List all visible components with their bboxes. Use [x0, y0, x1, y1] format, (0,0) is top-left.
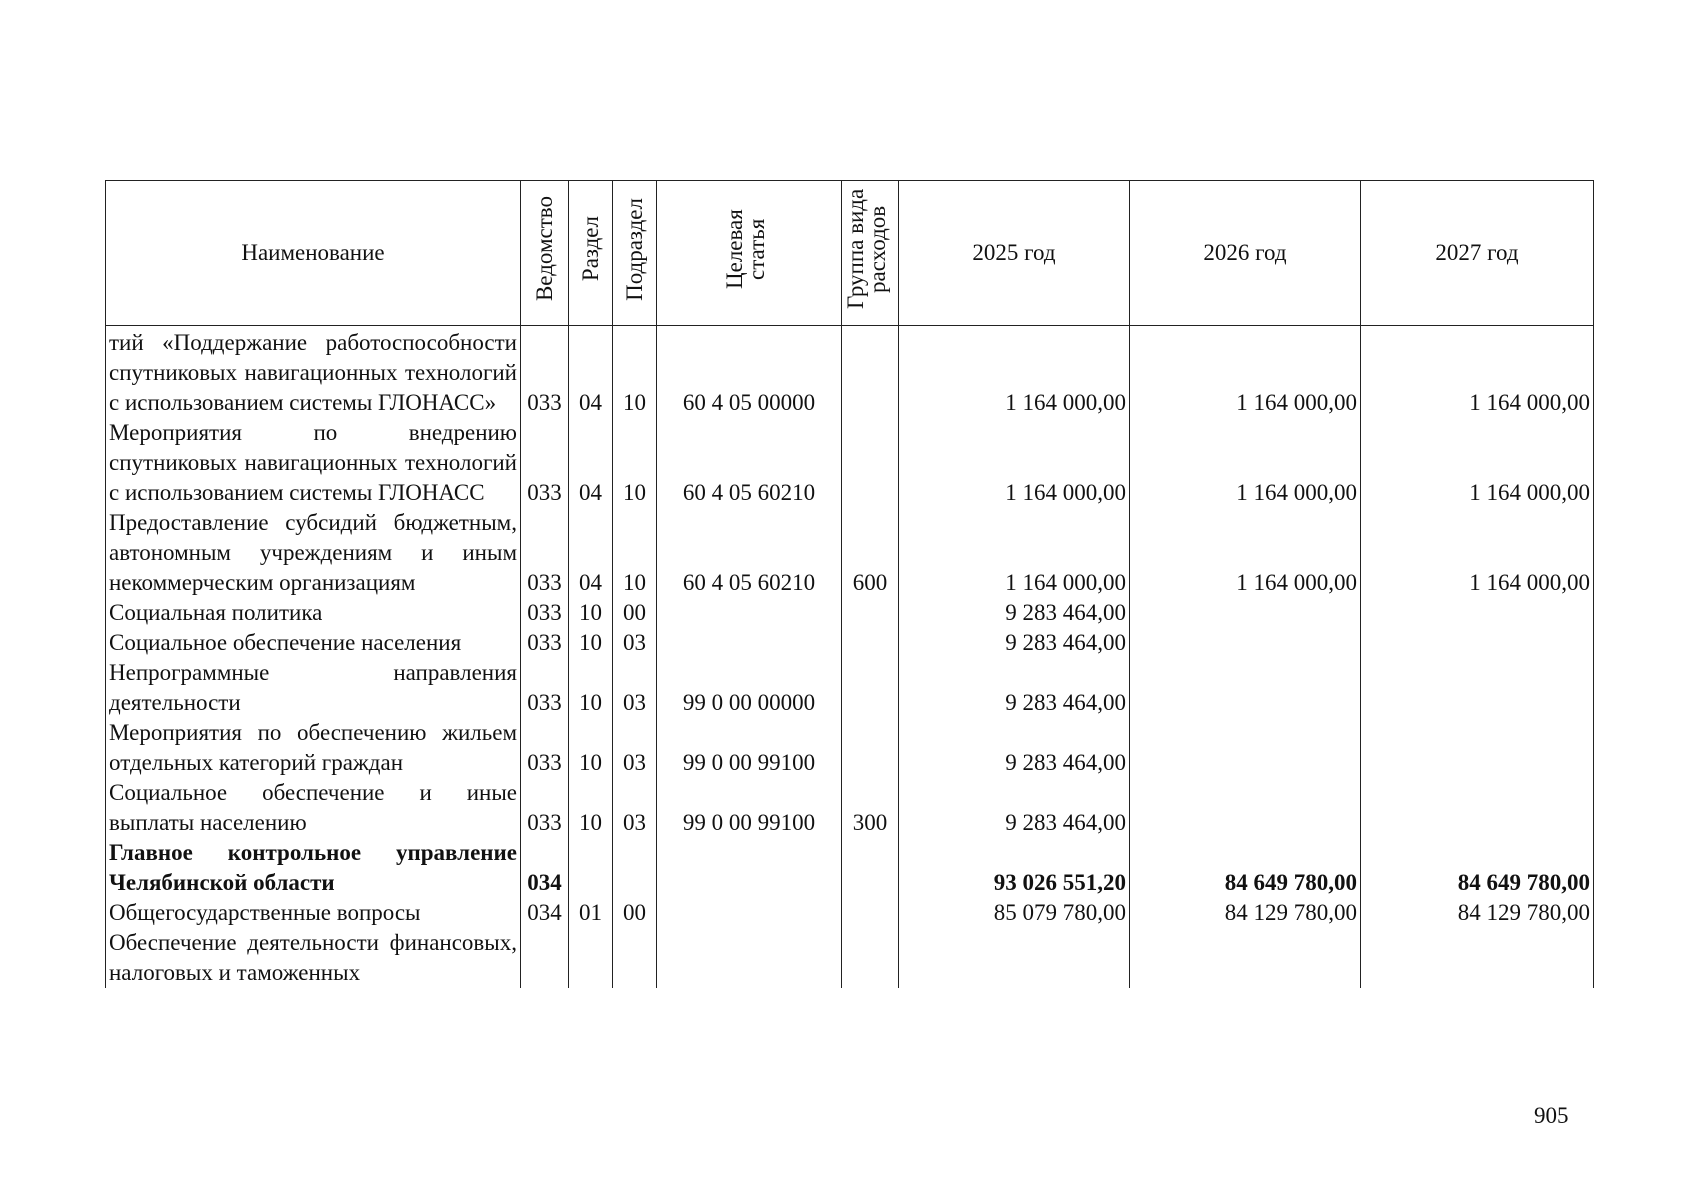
cell-2027: 1 164 000,00 [1361, 508, 1594, 598]
cell-2025: 1 164 000,00 [899, 508, 1130, 598]
cell-subsection: 03 [613, 658, 657, 718]
cell-name: Главное контрольное управление Челябинской области [106, 838, 521, 898]
cell-2027: 1 164 000,00 [1361, 418, 1594, 508]
cell-section: 04 [569, 326, 613, 419]
cell-expense-group [842, 928, 899, 988]
cell-subsection: 10 [613, 508, 657, 598]
cell-2027 [1361, 718, 1594, 778]
table-row [106, 326, 1594, 419]
cell-expense-group [842, 628, 899, 658]
cell-dept: 033 [521, 628, 569, 658]
header-2027: 2027 год [1361, 181, 1594, 326]
cell-subsection: 03 [613, 718, 657, 778]
cell-2025: 1 164 000,00 [899, 418, 1130, 508]
cell-name: Общегосударственные вопросы [106, 898, 521, 928]
cell-target-article: 99 0 00 00000 [657, 658, 842, 718]
table-row [106, 898, 1594, 928]
header-dept: Ведомство [521, 181, 569, 326]
cell-dept [521, 928, 569, 988]
cell-name: Предоставление субсидий бюджетным, автономным учреждениям и иным некоммерческим организациям [106, 508, 521, 598]
table-row [106, 718, 1594, 778]
cell-2027: 84 649 780,00 [1361, 838, 1594, 898]
cell-2026: 84 129 780,00 [1130, 898, 1361, 928]
cell-2026: 84 649 780,00 [1130, 838, 1361, 898]
cell-2026: 1 164 000,00 [1130, 508, 1361, 598]
cell-section [569, 838, 613, 898]
cell-section: 04 [569, 508, 613, 598]
cell-section: 10 [569, 628, 613, 658]
table-row [106, 628, 1594, 658]
cell-subsection: 03 [613, 778, 657, 838]
header-subsection: Подраздел [613, 181, 657, 326]
cell-name: Социальное обеспечение населения [106, 628, 521, 658]
cell-expense-group [842, 418, 899, 508]
header-2025: 2025 год [899, 181, 1130, 326]
table-row [106, 418, 1594, 508]
table-row [106, 838, 1594, 898]
cell-name: Мероприятия по внедрению спутниковых навигационных технологий с использованием системы ГЛОНАСС [106, 418, 521, 508]
cell-target-article: 60 4 05 00000 [657, 326, 842, 419]
cell-dept: 033 [521, 508, 569, 598]
cell-expense-group: 600 [842, 508, 899, 598]
cell-2027 [1361, 628, 1594, 658]
cell-subsection: 10 [613, 326, 657, 419]
cell-2026 [1130, 658, 1361, 718]
cell-dept: 033 [521, 718, 569, 778]
cell-2027 [1361, 928, 1594, 988]
cell-target-article [657, 628, 842, 658]
cell-expense-group [842, 718, 899, 778]
cell-subsection: 00 [613, 598, 657, 628]
cell-expense-group [842, 658, 899, 718]
cell-name: Обеспечение деятельности финансовых, налоговых и таможенных [106, 928, 521, 988]
table-row [106, 598, 1594, 628]
cell-2027 [1361, 658, 1594, 718]
cell-dept: 034 [521, 898, 569, 928]
cell-dept: 033 [521, 326, 569, 419]
cell-name: Социальная политика [106, 598, 521, 628]
cell-target-article [657, 838, 842, 898]
cell-2027 [1361, 598, 1594, 628]
cell-expense-group [842, 326, 899, 419]
cell-2026: 1 164 000,00 [1130, 418, 1361, 508]
table-row [106, 658, 1594, 718]
cell-section [569, 928, 613, 988]
cell-2027 [1361, 778, 1594, 838]
header-section: Раздел [569, 181, 613, 326]
cell-subsection: 10 [613, 418, 657, 508]
cell-2027: 1 164 000,00 [1361, 326, 1594, 419]
header-name: Наименование [106, 181, 521, 326]
cell-2027: 84 129 780,00 [1361, 898, 1594, 928]
cell-2026 [1130, 718, 1361, 778]
cell-dept: 033 [521, 778, 569, 838]
cell-section: 01 [569, 898, 613, 928]
cell-target-article: 60 4 05 60210 [657, 418, 842, 508]
cell-expense-group [842, 838, 899, 898]
cell-section: 10 [569, 778, 613, 838]
cell-2026 [1130, 928, 1361, 988]
cell-2026 [1130, 778, 1361, 838]
cell-subsection: 00 [613, 898, 657, 928]
cell-2025: 93 026 551,20 [899, 838, 1130, 898]
cell-name: Социальное обеспечение и иные выплаты населению [106, 778, 521, 838]
header-expense-group: Группа вида расходов [842, 181, 899, 326]
cell-expense-group [842, 898, 899, 928]
cell-dept: 033 [521, 598, 569, 628]
cell-target-article: 60 4 05 60210 [657, 508, 842, 598]
cell-target-article [657, 928, 842, 988]
cell-section: 10 [569, 598, 613, 628]
cell-dept: 033 [521, 418, 569, 508]
cell-section: 10 [569, 658, 613, 718]
cell-target-article: 99 0 00 99100 [657, 718, 842, 778]
cell-2026 [1130, 628, 1361, 658]
cell-name: Мероприятия по обеспечению жильем отдельных категорий граждан [106, 718, 521, 778]
table-row [106, 508, 1594, 598]
cell-expense-group [842, 598, 899, 628]
header-2026: 2026 год [1130, 181, 1361, 326]
cell-subsection: 03 [613, 628, 657, 658]
cell-2026: 1 164 000,00 [1130, 326, 1361, 419]
cell-2025: 9 283 464,00 [899, 598, 1130, 628]
cell-dept: 034 [521, 838, 569, 898]
cell-2025: 1 164 000,00 [899, 326, 1130, 419]
cell-name: Непрограммные направления деятельности [106, 658, 521, 718]
table-row [106, 928, 1594, 988]
header-target-article: Целевая статья [657, 181, 842, 326]
budget-table [105, 180, 1594, 988]
cell-2025: 9 283 464,00 [899, 778, 1130, 838]
cell-expense-group: 300 [842, 778, 899, 838]
cell-2025: 9 283 464,00 [899, 658, 1130, 718]
table-body [106, 326, 1594, 989]
cell-2025: 85 079 780,00 [899, 898, 1130, 928]
cell-section: 10 [569, 718, 613, 778]
cell-target-article: 99 0 00 99100 [657, 778, 842, 838]
cell-dept: 033 [521, 658, 569, 718]
page-number: 905 [1534, 1103, 1569, 1128]
cell-subsection [613, 838, 657, 898]
cell-2025: 9 283 464,00 [899, 628, 1130, 658]
cell-target-article [657, 598, 842, 628]
cell-2026 [1130, 598, 1361, 628]
table-row [106, 778, 1594, 838]
cell-section: 04 [569, 418, 613, 508]
cell-target-article [657, 898, 842, 928]
cell-2025: 9 283 464,00 [899, 718, 1130, 778]
cell-2025 [899, 928, 1130, 988]
cell-subsection [613, 928, 657, 988]
cell-name: тий «Поддержание работоспособности спутниковых навигационных технологий с использованием системы ГЛОНАСС» [106, 326, 521, 419]
header-row [106, 181, 1594, 326]
